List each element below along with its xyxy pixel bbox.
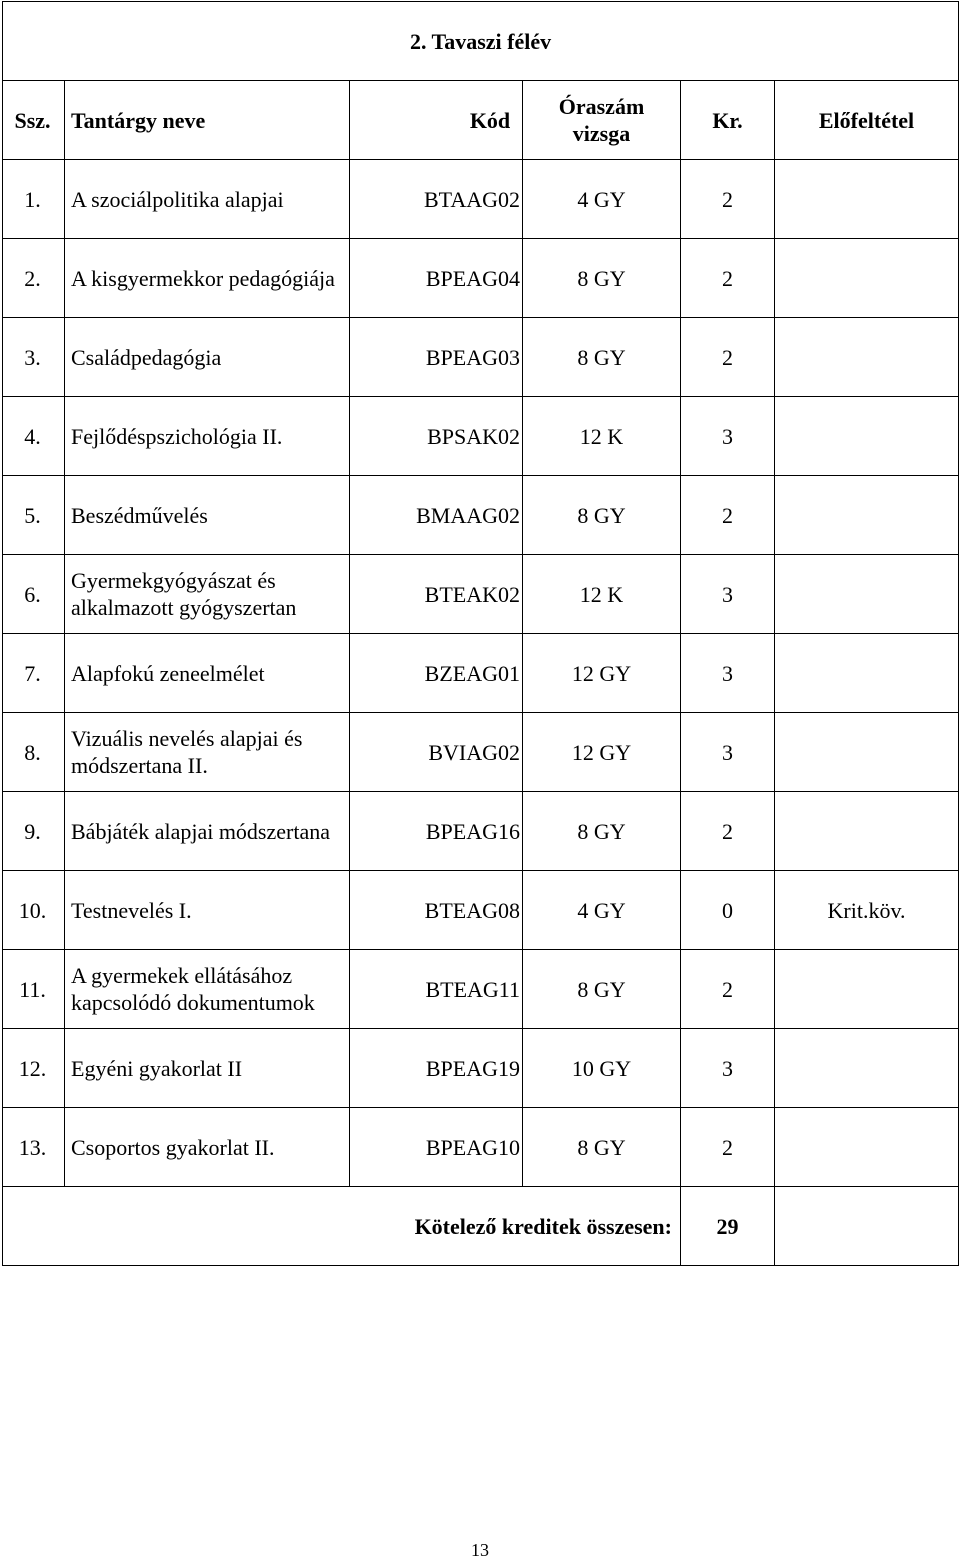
course-credits: 3 bbox=[681, 397, 775, 476]
curriculum-table bbox=[2, 1, 959, 1266]
header-name: Tantárgy neve bbox=[65, 81, 350, 160]
course-hours: 8 GY bbox=[523, 792, 681, 871]
course-code: BPEAG19 bbox=[350, 1029, 523, 1108]
course-prereq bbox=[775, 950, 959, 1029]
course-name: Beszédművelés bbox=[65, 476, 350, 555]
course-code: BTEAK02 bbox=[350, 555, 523, 634]
course-hours: 8 GY bbox=[523, 239, 681, 318]
course-hours: 4 GY bbox=[523, 160, 681, 239]
course-hours: 8 GY bbox=[523, 476, 681, 555]
course-row bbox=[3, 239, 959, 318]
course-prereq bbox=[775, 555, 959, 634]
course-num: 5. bbox=[3, 476, 65, 555]
course-credits: 2 bbox=[681, 1108, 775, 1187]
course-credits: 3 bbox=[681, 713, 775, 792]
course-prereq bbox=[775, 1029, 959, 1108]
page-number: 13 bbox=[471, 1540, 489, 1560]
course-name: A gyermekek ellátásához kapcsolódó dokumentumok bbox=[65, 950, 350, 1029]
course-name: Gyermekgyógyászat és alkalmazott gyógyszertan bbox=[65, 555, 350, 634]
course-credits: 2 bbox=[681, 318, 775, 397]
course-num: 2. bbox=[3, 239, 65, 318]
course-credits: 2 bbox=[681, 160, 775, 239]
course-prereq bbox=[775, 634, 959, 713]
course-row bbox=[3, 792, 959, 871]
course-name: Alapfokú zeneelmélet bbox=[65, 634, 350, 713]
course-name: Családpedagógia bbox=[65, 318, 350, 397]
course-num: 9. bbox=[3, 792, 65, 871]
course-code: BZEAG01 bbox=[350, 634, 523, 713]
course-hours: 12 GY bbox=[523, 634, 681, 713]
course-name: Testnevelés I. bbox=[65, 871, 350, 950]
course-code: BVIAG02 bbox=[350, 713, 523, 792]
course-credits: 2 bbox=[681, 950, 775, 1029]
course-hours: 12 GY bbox=[523, 713, 681, 792]
course-hours: 10 GY bbox=[523, 1029, 681, 1108]
header-hours bbox=[523, 81, 681, 160]
course-hours: 12 K bbox=[523, 555, 681, 634]
course-row bbox=[3, 950, 959, 1029]
course-name: A szociálpolitika alapjai bbox=[65, 160, 350, 239]
course-credits: 2 bbox=[681, 792, 775, 871]
course-row bbox=[3, 713, 959, 792]
course-hours: 12 K bbox=[523, 397, 681, 476]
course-num: 12. bbox=[3, 1029, 65, 1108]
course-name: Bábjáték alapjai módszertana bbox=[65, 792, 350, 871]
course-row bbox=[3, 397, 959, 476]
course-code: BPEAG04 bbox=[350, 239, 523, 318]
header-hours-line2: vizsga bbox=[572, 121, 631, 146]
course-num: 1. bbox=[3, 160, 65, 239]
course-credits: 3 bbox=[681, 555, 775, 634]
course-num: 4. bbox=[3, 397, 65, 476]
course-num: 10. bbox=[3, 871, 65, 950]
course-hours: 4 GY bbox=[523, 871, 681, 950]
header-credits: Kr. bbox=[681, 81, 775, 160]
course-num: 7. bbox=[3, 634, 65, 713]
course-name: Vizuális nevelés alapjai és módszertana II. bbox=[65, 713, 350, 792]
header-prereq: Előfeltétel bbox=[775, 81, 959, 160]
course-row bbox=[3, 1108, 959, 1187]
header-hours-line1: Óraszám bbox=[558, 94, 645, 119]
course-code: BMAAG02 bbox=[350, 476, 523, 555]
course-row bbox=[3, 476, 959, 555]
semester-title: 2. Tavaszi félév bbox=[3, 2, 959, 81]
course-num: 6. bbox=[3, 555, 65, 634]
course-prereq bbox=[775, 1108, 959, 1187]
course-hours: 8 GY bbox=[523, 318, 681, 397]
course-row bbox=[3, 634, 959, 713]
course-code: BPSAK02 bbox=[350, 397, 523, 476]
course-code: BPEAG16 bbox=[350, 792, 523, 871]
course-prereq bbox=[775, 397, 959, 476]
course-code: BPEAG03 bbox=[350, 318, 523, 397]
total-label: Kötelező kreditek összesen: bbox=[3, 1187, 681, 1266]
course-name: Egyéni gyakorlat II bbox=[65, 1029, 350, 1108]
course-num: 8. bbox=[3, 713, 65, 792]
course-prereq bbox=[775, 160, 959, 239]
course-row bbox=[3, 160, 959, 239]
course-credits: 0 bbox=[681, 871, 775, 950]
header-code: Kód bbox=[350, 81, 523, 160]
course-row bbox=[3, 871, 959, 950]
course-prereq bbox=[775, 318, 959, 397]
total-value: 29 bbox=[681, 1187, 775, 1266]
total-empty bbox=[775, 1187, 959, 1266]
course-prereq: Krit.köv. bbox=[775, 871, 959, 950]
course-code: BTAAG02 bbox=[350, 160, 523, 239]
course-prereq bbox=[775, 239, 959, 318]
header-row bbox=[3, 81, 959, 160]
course-credits: 3 bbox=[681, 1029, 775, 1108]
course-name: A kisgyermekkor pedagógiája bbox=[65, 239, 350, 318]
course-code: BPEAG10 bbox=[350, 1108, 523, 1187]
course-name: Csoportos gyakorlat II. bbox=[65, 1108, 350, 1187]
course-num: 3. bbox=[3, 318, 65, 397]
course-num: 13. bbox=[3, 1108, 65, 1187]
header-num: Ssz. bbox=[3, 81, 65, 160]
course-name: Fejlődéspszichológia II. bbox=[65, 397, 350, 476]
course-prereq bbox=[775, 476, 959, 555]
course-row bbox=[3, 555, 959, 634]
course-row bbox=[3, 318, 959, 397]
course-code: BTEAG08 bbox=[350, 871, 523, 950]
course-credits: 2 bbox=[681, 476, 775, 555]
course-code: BTEAG11 bbox=[350, 950, 523, 1029]
course-prereq bbox=[775, 792, 959, 871]
course-num: 11. bbox=[3, 950, 65, 1029]
course-row bbox=[3, 1029, 959, 1108]
course-credits: 3 bbox=[681, 634, 775, 713]
course-hours: 8 GY bbox=[523, 1108, 681, 1187]
course-hours: 8 GY bbox=[523, 950, 681, 1029]
course-credits: 2 bbox=[681, 239, 775, 318]
course-prereq bbox=[775, 713, 959, 792]
